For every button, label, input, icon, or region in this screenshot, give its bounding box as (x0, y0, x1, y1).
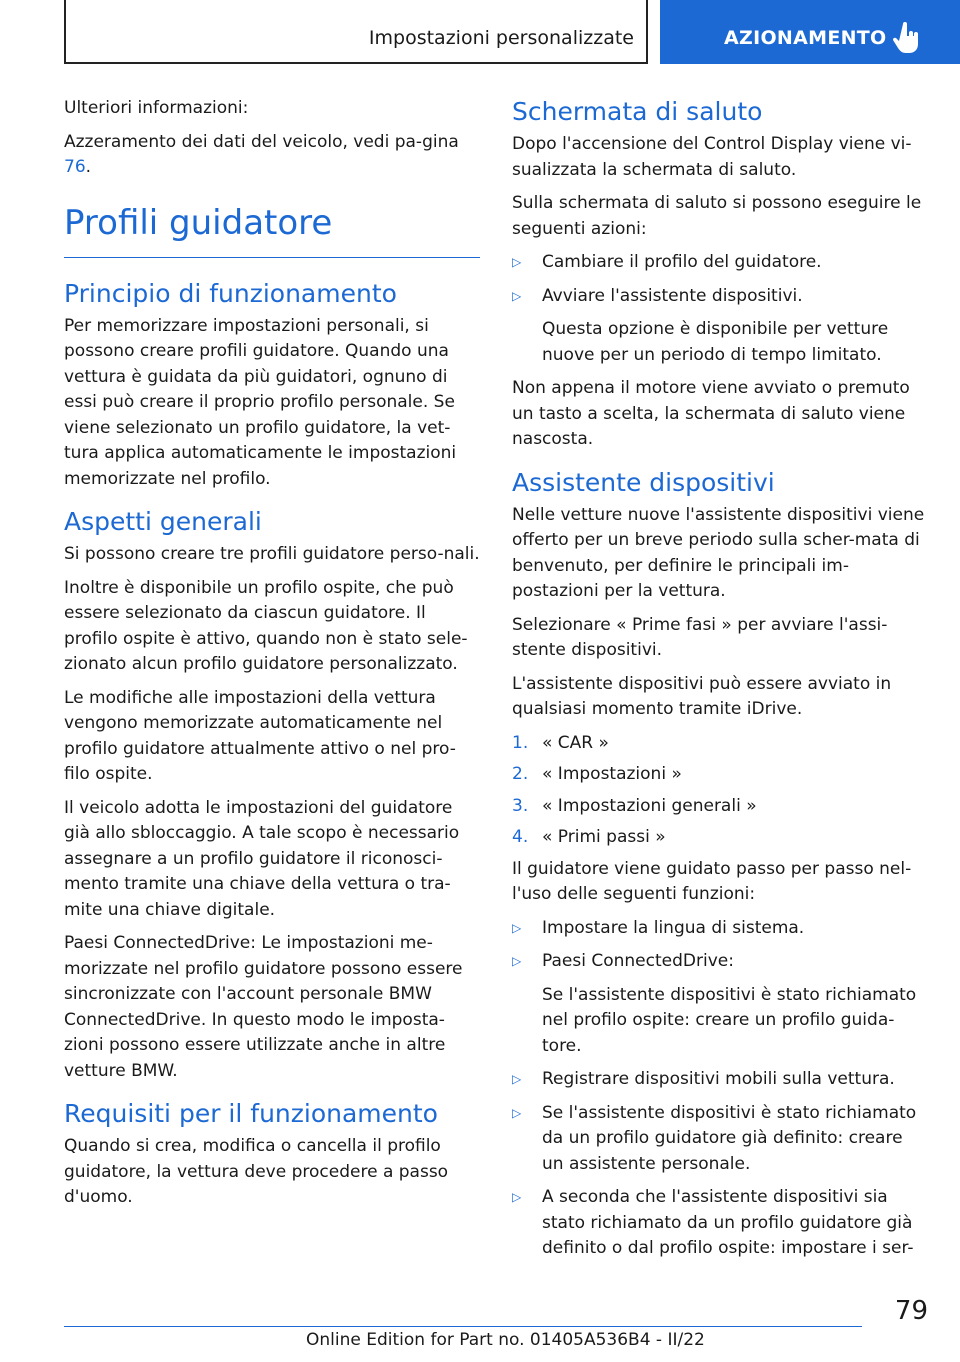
hand-pointer-icon (892, 22, 922, 54)
paragraph: Quando si crea, modifica o cancella il profilo guidatore, la vettura deve procedere a passo d'uomo. (64, 1136, 449, 1207)
triangle-bullet-icon: ▷ (512, 920, 522, 935)
bullet-item: ▷ Registrare dispositivi mobili sulla vettura. (512, 1067, 928, 1093)
chapter-tab-label: AZIONAMENTO (724, 27, 887, 49)
triangle-bullet-icon: ▷ (512, 1190, 522, 1204)
step-item: 2. « Impostazioni » (512, 764, 682, 784)
bullet-item: ▷ Avviare l'assistente dispositivi. (512, 284, 928, 310)
page-link[interactable]: 76 (64, 157, 86, 177)
bullet-item: ▷ A seconda che l'assistente dispositivi sia stato richiamato da un profilo guidatore già definito o dal profilo ospite: impostare i ser- (512, 1185, 928, 1262)
section-heading: Assistente dispositivi (512, 467, 775, 497)
paragraph: Le modifiche alle impostazioni della vettura vengono memorizzate automaticamente nel profilo guidatore attualmente attivo o nel pro-filo ospite. (64, 687, 456, 784)
section-heading: Requisiti per il funzionamento (64, 1099, 438, 1128)
title-divider (64, 257, 480, 258)
header-section-title: Impostazioni personalizzate (368, 27, 634, 49)
info-label: Ulteriori informazioni: (64, 98, 249, 118)
step-item: 4. « Primi passi » (512, 827, 666, 847)
paragraph: Selezionare « Prime fasi » per avviare l'assi-stente dispositivi. (512, 614, 888, 660)
triangle-bullet-icon: ▷ (512, 288, 522, 303)
chapter-title: Profili guidatore (64, 202, 333, 243)
header-frame (64, 0, 648, 64)
paragraph: Per memorizzare impostazioni personali, si possono creare profili guidatore. Quando una vettura è guidata da più guidatori, ognuno di essi può creare il proprio profilo personale. Se viene selezionato un profilo guidatore, la vet-tura applica automaticamente le impostazioni memorizzate nel profilo. (64, 315, 457, 489)
section-heading: Schermata di saluto (512, 97, 763, 126)
triangle-bullet-icon: ▷ (512, 255, 522, 269)
step-item: 3. « Impostazioni generali » (512, 795, 757, 816)
info-text: Azzeramento dei dati del veicolo, vedi pa-gina 76. (64, 131, 459, 177)
paragraph: Inoltre è disponibile un profilo ospite, che può essere selezionato da ciascun guidatore. Il profilo ospite è attivo, quando non è stato sele-zionato alcun profilo guidatore personalizzato. (64, 577, 468, 674)
paragraph: Paesi ConnectedDrive: Le impostazioni me-morizzate nel profilo guidatore possono essere sincronizzate con l'account personale BMW ConnectedDrive. In questo modo le imposta-zioni possono essere utilizzate anche in altre vetture BMW. (64, 933, 463, 1081)
bullet-item: ▷ Se l'assistente dispositivi è stato richiamato da un profilo guidatore già definito: creare un assistente personale. (512, 1101, 928, 1178)
paragraph: Dopo l'accensione del Control Display viene vi-sualizzata la schermata di saluto. (512, 134, 912, 180)
paragraph: Sulla schermata di saluto si possono eseguire le seguenti azioni: (512, 193, 922, 239)
paragraph: Il veicolo adotta le impostazioni del guidatore già allo sbloccaggio. A tale scopo è necessario assegnare a un profilo guidatore il riconosci-mento tramite una chiave della vettura o tra-mite una chiave digitale. (64, 797, 460, 920)
triangle-bullet-icon: ▷ (512, 1105, 522, 1120)
paragraph: Il guidatore viene guidato passo per passo nel-l'uso delle seguenti funzioni: (512, 858, 912, 904)
paragraph: Nelle vetture nuove l'assistente dispositivi viene offerto per un breve periodo sulla scher-mata di benvenuto, per definire le principali im-postazioni per la vettura. (512, 504, 925, 601)
paragraph: L'assistente dispositivi può essere avviato in qualsiasi momento tramite iDrive. (512, 673, 892, 719)
section-heading: Aspetti generali (64, 507, 262, 536)
bullet-subtext: Se l'assistente dispositivi è stato richiamato nel profilo ospite: creare un profilo guida-tore. (542, 984, 917, 1056)
step-item: 1. « CAR » (512, 732, 609, 753)
triangle-bullet-icon: ▷ (512, 1072, 522, 1086)
right-column (512, 96, 928, 1270)
left-column (64, 96, 480, 1219)
paragraph: Non appena il motore viene avviato o premuto un tasto a scelta, la schermata di saluto viene nascosta. (512, 378, 910, 449)
bullet-item: ▷ Paesi ConnectedDrive: (512, 949, 928, 975)
triangle-bullet-icon: ▷ (512, 954, 522, 968)
bullet-subtext: Questa opzione è disponibile per vetture nuove per un periodo di tempo limitato. (542, 319, 889, 365)
footer-divider (64, 1326, 862, 1327)
bullet-item: ▷ Cambiare il profilo del guidatore. (512, 250, 928, 276)
page-number: 79 (894, 1296, 928, 1326)
footer-edition: Online Edition for Part no. 01405A536B4 - II/22 (306, 1330, 705, 1350)
chapter-tab (660, 0, 960, 64)
section-heading: Principio di funzionamento (64, 278, 397, 308)
bullet-item: ▷ Impostare la lingua di sistema. (512, 916, 928, 942)
paragraph: Si possono creare tre profili guidatore perso-nali. (64, 544, 480, 564)
